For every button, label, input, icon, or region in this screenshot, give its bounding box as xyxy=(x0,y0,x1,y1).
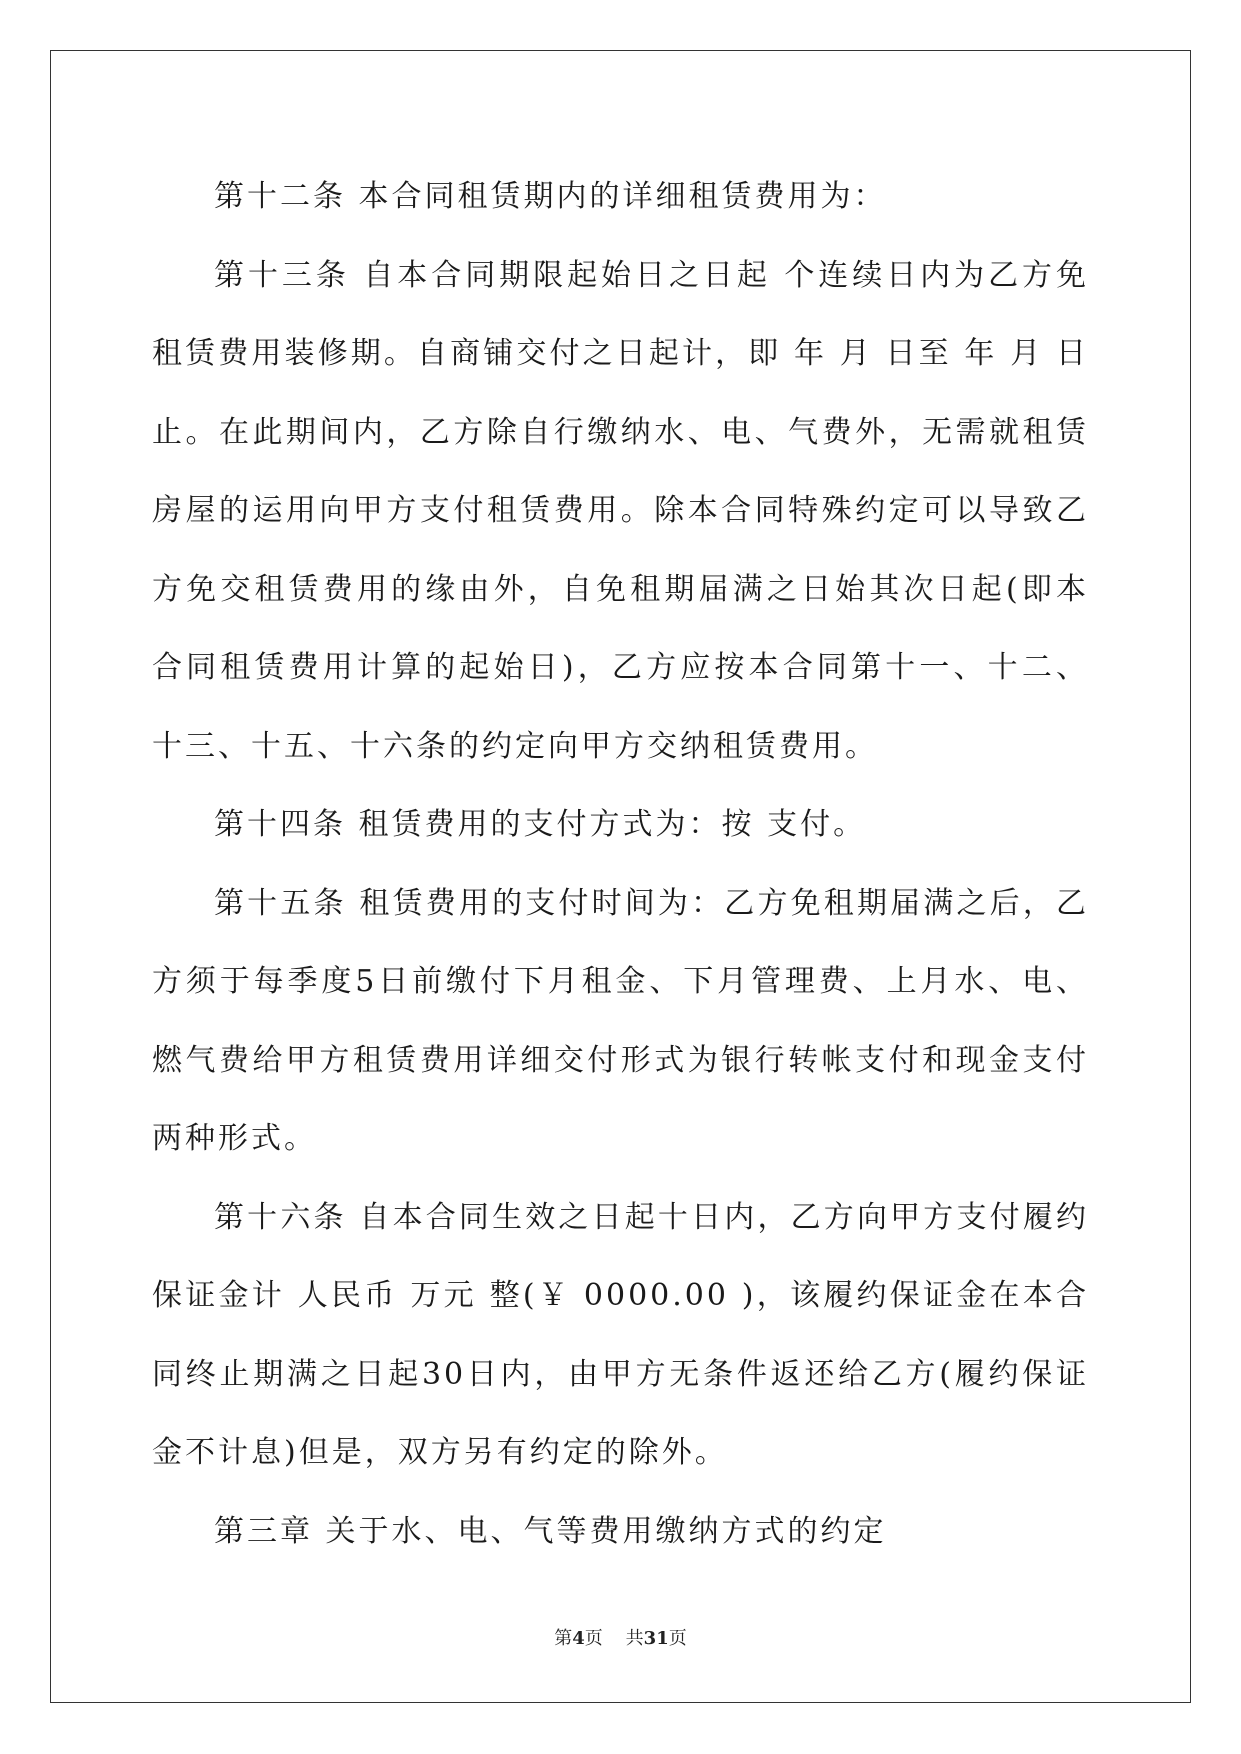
article-14-paragraph: 第十四条 租赁费用的支付方式为：按 支付。 xyxy=(214,807,867,842)
page-prefix: 第 xyxy=(554,1628,573,1649)
page-unit: 页 xyxy=(584,1628,603,1649)
chapter-3-heading: 第三章 关于水、电、气等费用缴纳方式的约定 xyxy=(214,1513,887,1549)
document-body xyxy=(152,158,1089,1571)
article-12-paragraph: 第十二条 本合同租赁期内的详细租赁费用为： xyxy=(214,179,887,214)
page-footer xyxy=(0,1624,1241,1650)
total-prefix: 共 xyxy=(625,1628,644,1649)
total-pages: 31 xyxy=(643,1628,669,1649)
article-13-paragraph: 第十三条 自本合同期限起始日之日起 个连续日内为乙方免租赁费用装修期。自商铺交付之日起计，即 年 月 日至 年 月 日止。在此期间内，乙方除自行缴纳水、电、气费外，无需就租赁房屋的运用向甲方支付租赁费用。除本合同特殊约定可以导致乙方免交租赁费用的缘由外，自免租期届满之日始其次日起(即本合同租赁费用计算的起始日)，乙方应按本合同第十一、十二、十三、十五、十六条的约定向甲方交纳租赁费用。 xyxy=(152,257,1089,764)
article-15-paragraph: 第十五条 租赁费用的支付时间为：乙方免租期届满之后，乙方须于每季度5日前缴付下月租金、下月管理费、上月水、电、燃气费给甲方租赁费用详细交付形式为银行转帐支付和现金支付两种形式。 xyxy=(152,885,1089,1156)
article-16-paragraph: 第十六条 自本合同生效之日起十日内，乙方向甲方支付履约保证金计 人民币 万元 整(￥ 0000.00 )，该履约保证金在本合同终止期满之日起30日内，由甲方无条件返还给乙方(履约保证金不计息)但是，双方另有约定的除外。 xyxy=(152,1199,1089,1470)
page-number: 4 xyxy=(572,1628,585,1649)
total-unit: 页 xyxy=(668,1628,687,1649)
